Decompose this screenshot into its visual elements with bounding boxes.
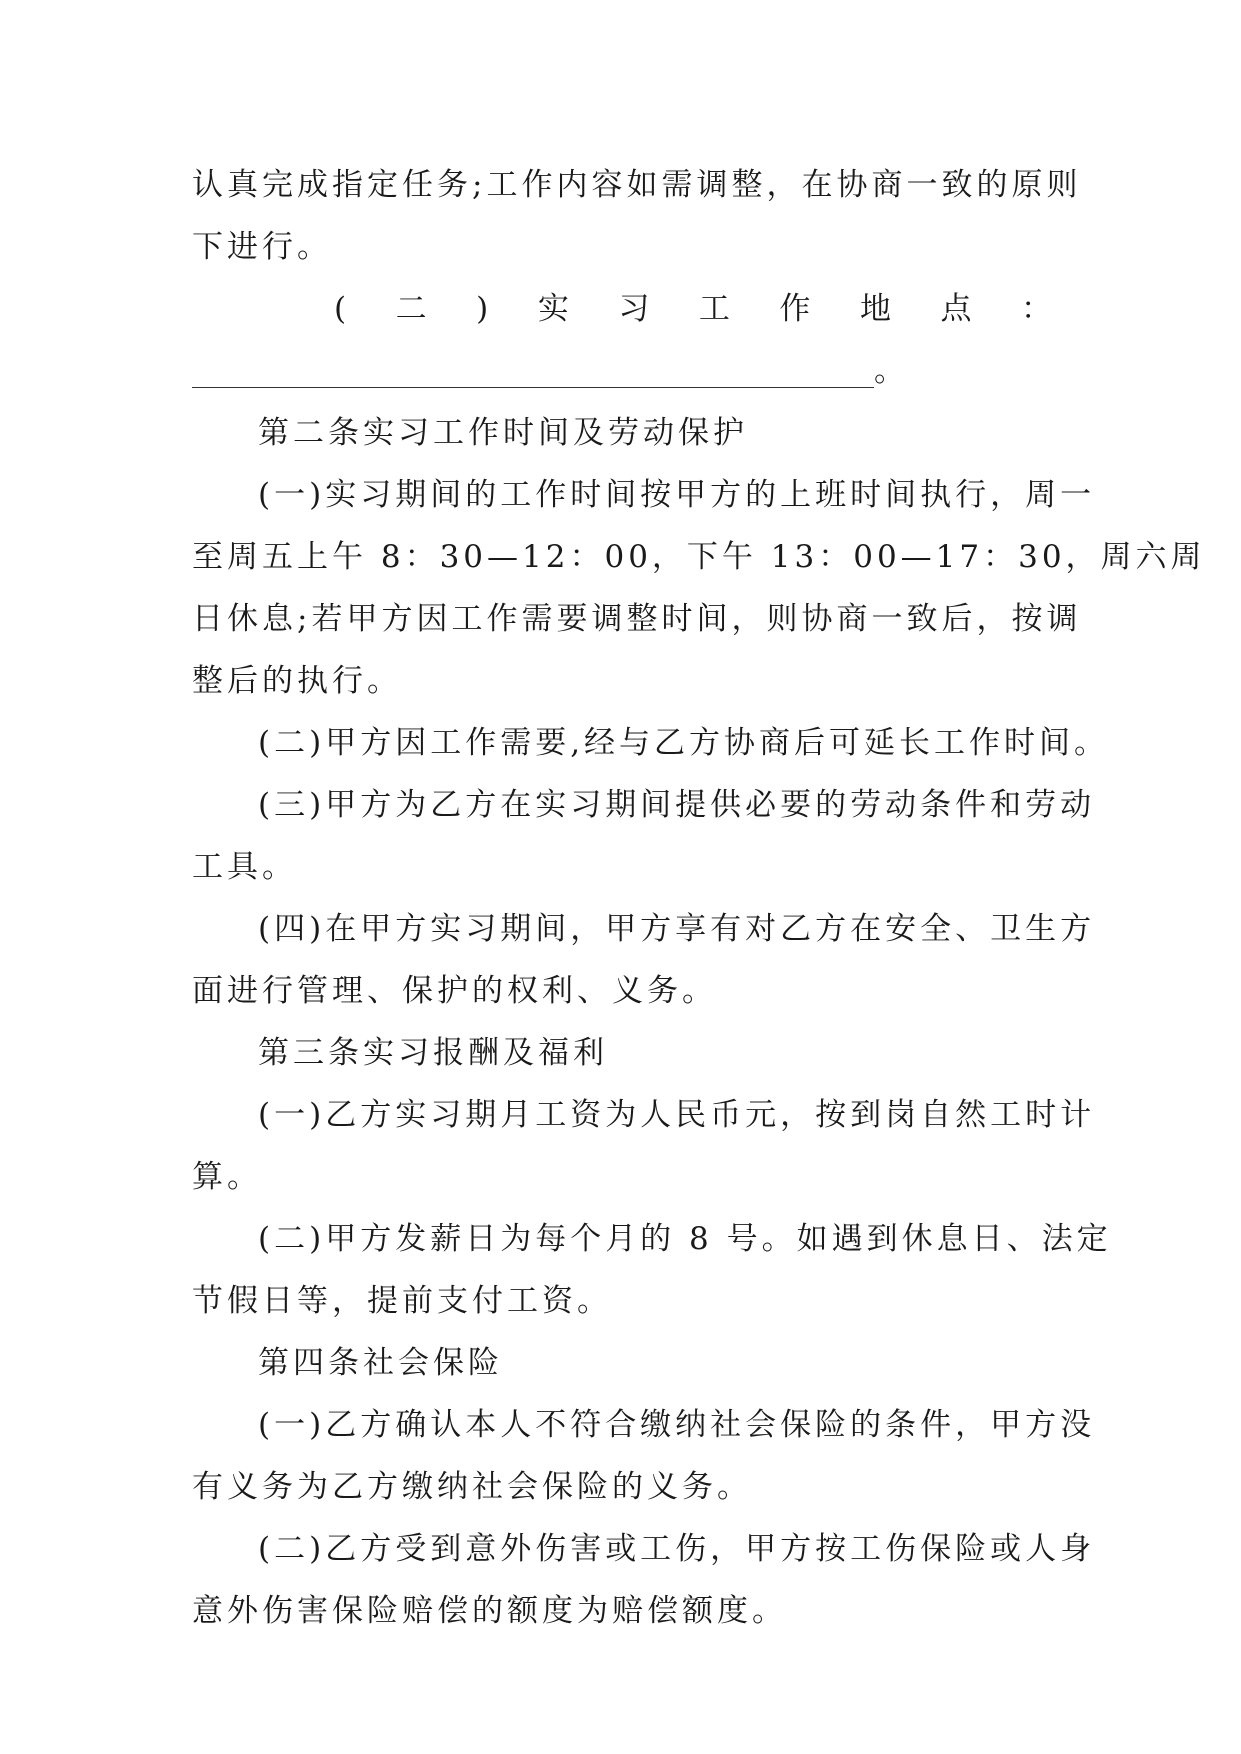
fill-in-blank[interactable] bbox=[192, 387, 874, 388]
heading-char: 地 bbox=[859, 291, 891, 327]
work-place-blank-line bbox=[192, 340, 1056, 402]
heading-char: 作 bbox=[779, 291, 811, 327]
heading-char: ： bbox=[1021, 291, 1052, 327]
heading-char: 习 bbox=[618, 291, 650, 327]
text-line: 认真完成指定任务;工作内容如需调整，在协商一致的原则 bbox=[192, 167, 1082, 203]
text-line: 下进行。 bbox=[192, 229, 332, 265]
text-line: (二)乙方受到意外伤害或工伤，甲方按工伤保险或人身 bbox=[258, 1531, 1096, 1567]
document-body bbox=[192, 154, 1206, 1642]
text-line: (一)乙方实习期月工资为人民币元，按到岗自然工时计 bbox=[258, 1097, 1096, 1133]
text-line: (二)甲方发薪日为每个月的 8 号。如遇到休息日、法定 bbox=[258, 1221, 1112, 1257]
text-line: 面进行管理、保护的权利、义务。 bbox=[192, 973, 717, 1009]
text-line: 节假日等，提前支付工资。 bbox=[192, 1283, 612, 1319]
text-line: (三)甲方为乙方在实习期间提供必要的劳动条件和劳动 bbox=[258, 787, 1096, 823]
heading-char: ( bbox=[334, 291, 347, 327]
text-line: (一)实习期间的工作时间按甲方的上班时间执行，周一 bbox=[258, 477, 1096, 513]
text-line: (四)在甲方实习期间，甲方享有对乙方在安全、卫生方 bbox=[258, 911, 1096, 947]
text-line: 工具。 bbox=[192, 849, 297, 885]
article-2-title: 第二条实习工作时间及劳动保护 bbox=[258, 415, 748, 451]
heading-char: 点 bbox=[940, 291, 972, 327]
work-place-heading bbox=[192, 278, 1056, 340]
heading-char: 实 bbox=[537, 291, 569, 327]
article-3-title: 第三条实习报酬及福利 bbox=[258, 1035, 608, 1071]
heading-char: ) bbox=[476, 291, 489, 327]
text-line: 整后的执行。 bbox=[192, 663, 402, 699]
text-line: 算。 bbox=[192, 1159, 262, 1195]
text-line: 有义务为乙方缴纳社会保险的义务。 bbox=[192, 1469, 752, 1505]
text-line: (一)乙方确认本人不符合缴纳社会保险的条件，甲方没 bbox=[258, 1407, 1096, 1443]
heading-char: 二 bbox=[395, 291, 427, 327]
text-line: 意外伤害保险赔偿的额度为赔偿额度。 bbox=[192, 1593, 787, 1629]
article-4-title: 第四条社会保险 bbox=[258, 1345, 503, 1381]
text-line: 日休息;若甲方因工作需要调整时间，则协商一致后，按调 bbox=[192, 601, 1082, 637]
heading-char: 工 bbox=[698, 291, 730, 327]
text-line: (二)甲方因工作需要,经与乙方协商后可延长工作时间。 bbox=[258, 725, 1110, 761]
text-line: 至周五上午 8：30—12：00，下午 13：00—17：30，周六周 bbox=[192, 539, 1206, 575]
blank-period: 。 bbox=[874, 353, 905, 389]
